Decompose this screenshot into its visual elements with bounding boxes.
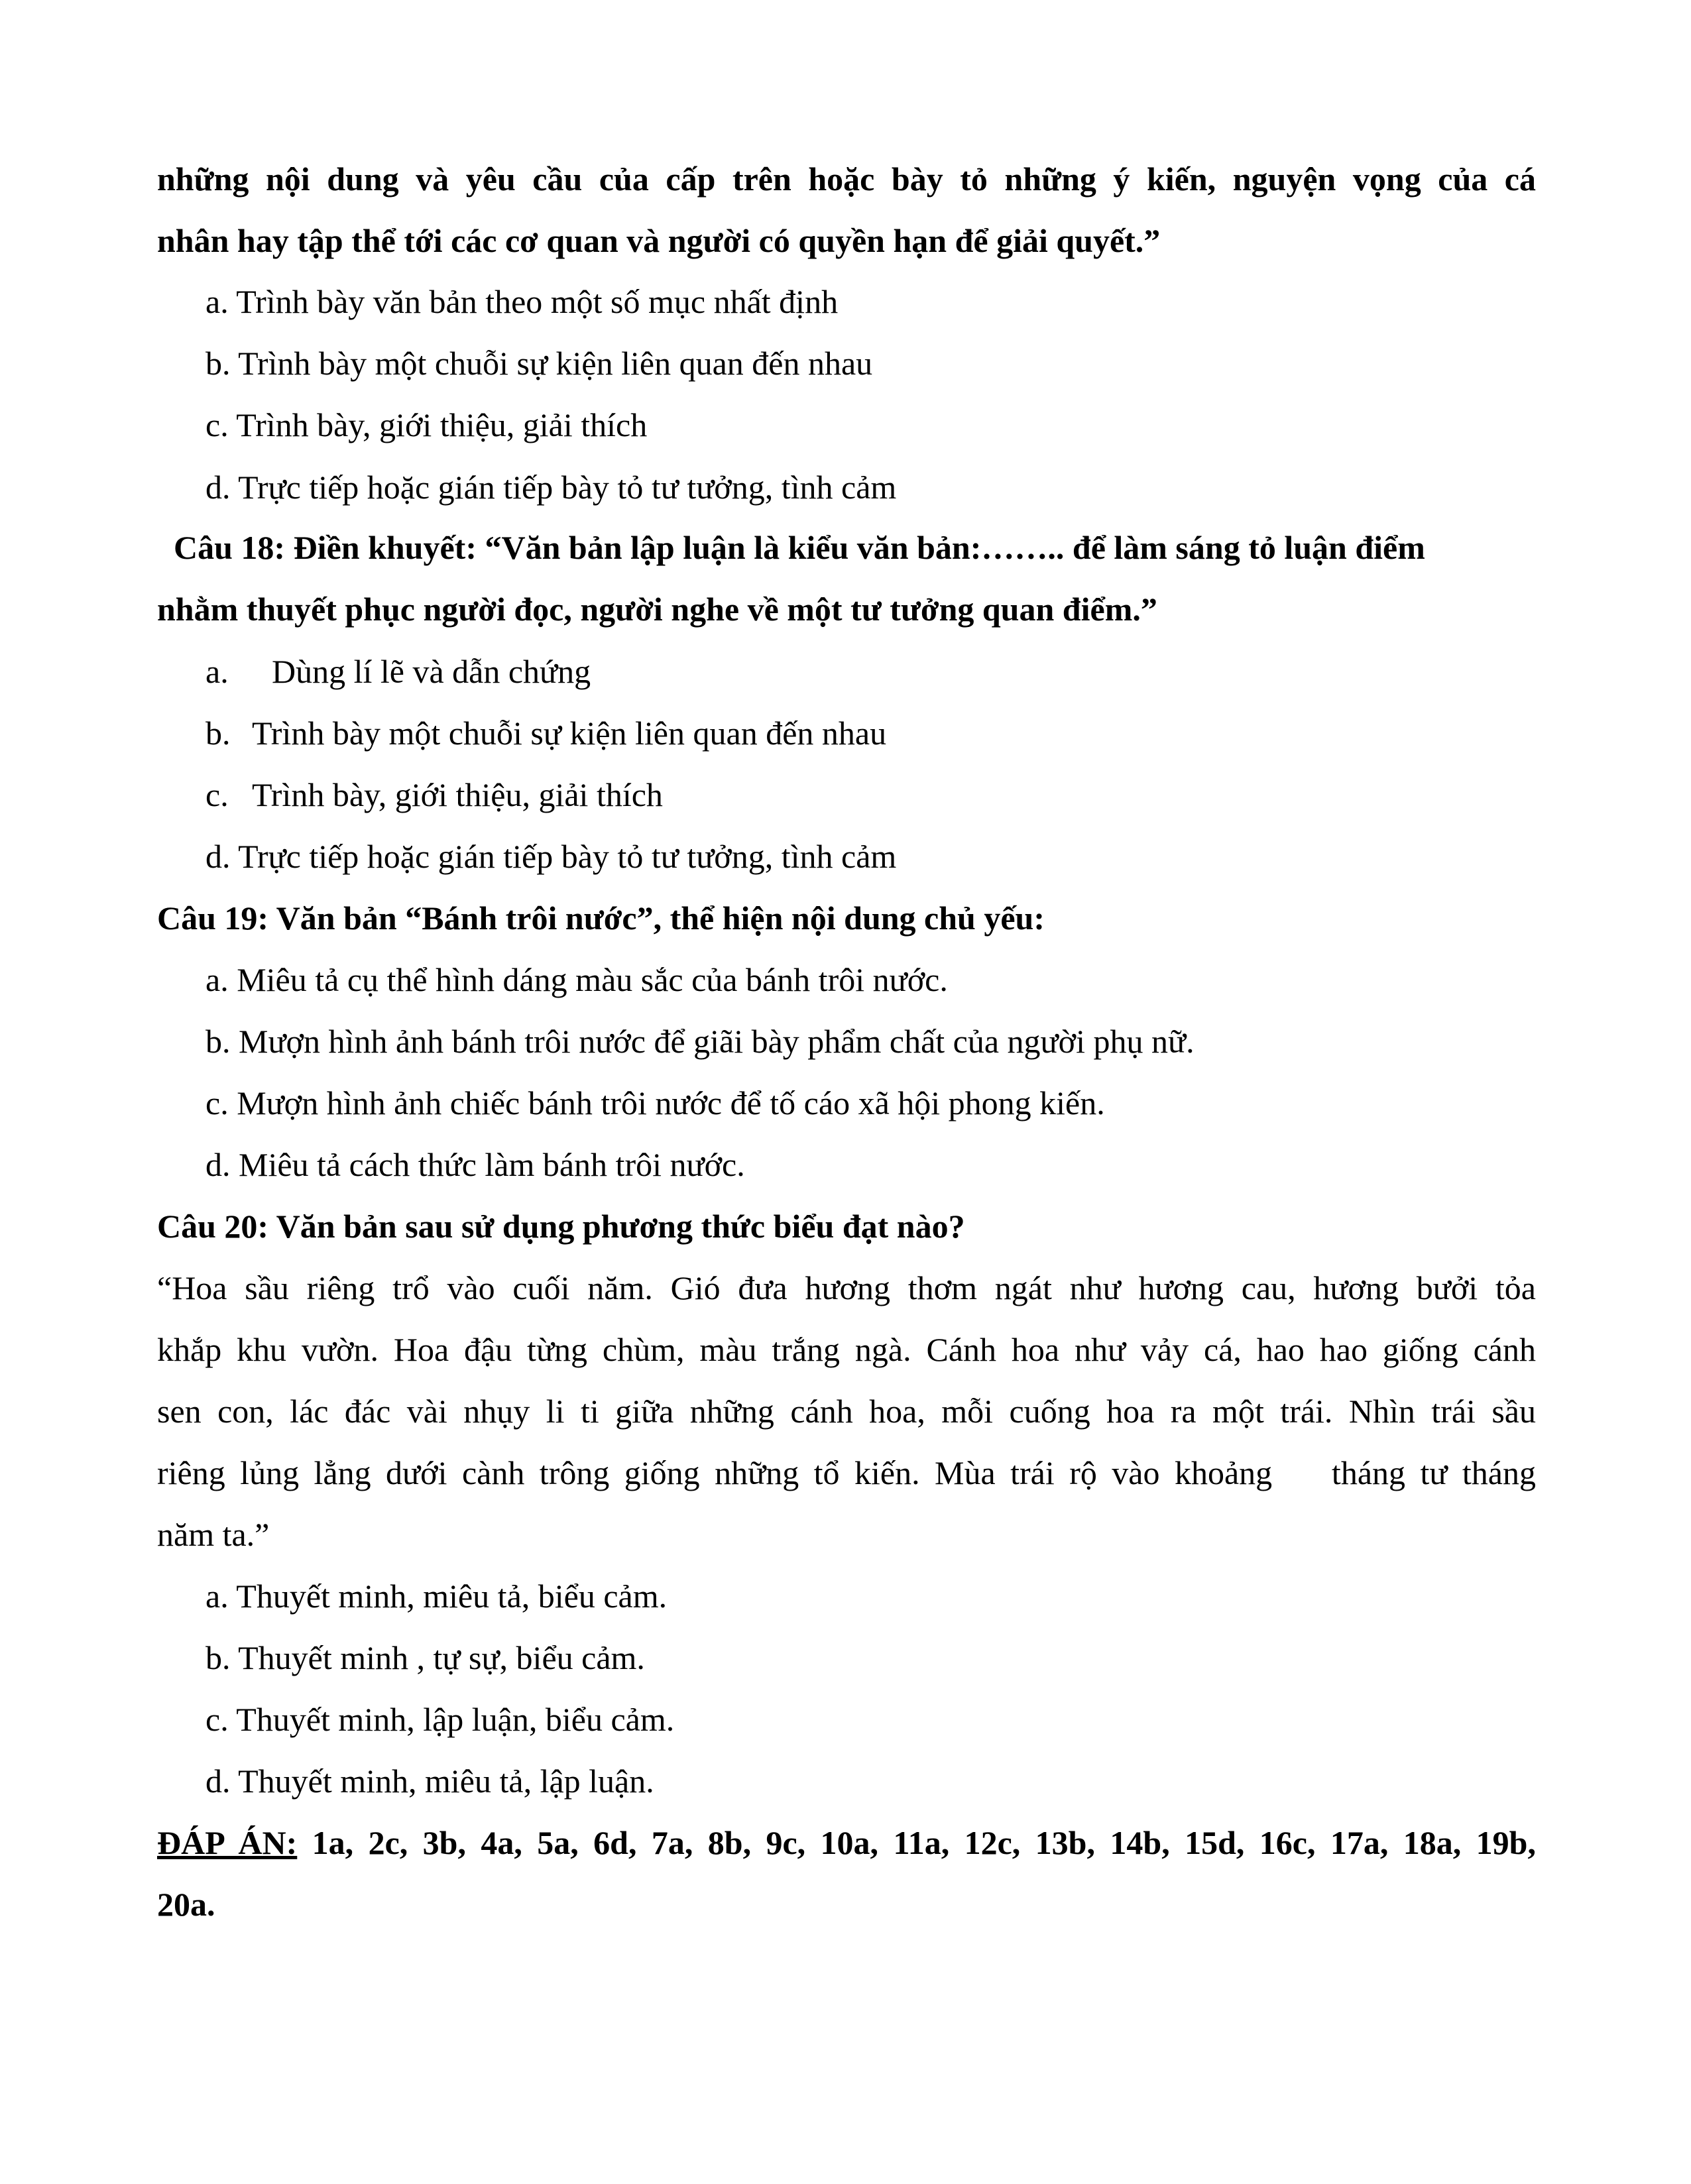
q19-option-b: b. Mượn hình ảnh bánh trôi nước để giãi bày phẩm chất của người phụ nữ. [205,1023,1195,1060]
q20-passage-line-4: riêng lủng lẳng dưới cành trông giống những tổ kiến. Mùa trái rộ vào khoảng tháng tư tháng [157,1454,1536,1491]
q20-title: Câu 20: Văn bản sau sử dụng phương thức biểu đạt nào? [157,1208,965,1245]
answer-key-line-1 [157,1823,1536,1863]
answer-key-line-2: 20a. [157,1886,215,1923]
q20-option-c: c. Thuyết minh, lập luận, biểu cảm. [205,1701,675,1738]
q17-option-a: a. Trình bày văn bản theo một số mục nhất định [205,283,839,320]
q17-option-b: b. Trình bày một chuỗi sự kiện liên quan đến nhau [205,345,873,382]
intro-line-1: những nội dung và yêu cầu của cấp trên hoặc bày tỏ những ý kiến, nguyện vọng của cá [157,160,1536,198]
q19-option-a: a. Miêu tả cụ thể hình dáng màu sắc của bánh trôi nước. [205,961,948,998]
q17-option-c: c. Trình bày, giới thiệu, giải thích [205,406,648,443]
q20-passage-line-1: “Hoa sầu riêng trổ vào cuối năm. Gió đưa hương thơm ngát như hương cau, hương bưởi tỏa [157,1269,1536,1306]
q20-passage-line-5: năm ta.” [157,1516,270,1553]
answer-key-label: ĐÁP ÁN: [157,1824,298,1861]
q19-option-d: d. Miêu tả cách thức làm bánh trôi nước. [205,1146,745,1183]
intro-line-2: nhân hay tập thể tới các cơ quan và người có quyền hạn để giải quyết.” [157,222,1161,259]
q18-title-line-1: Câu 18: Điền khuyết: “Văn bản lập luận là kiểu văn bản:…….. để làm sáng tỏ luận điểm [174,529,1425,566]
q18-option-a-text: Dùng lí lẽ và dẫn chứng [272,653,591,690]
q18-option-c-letter: c. [205,776,229,813]
q18-title-line-2: nhằm thuyết phục người đọc, người nghe về một tư tưởng quan điểm.” [157,591,1157,628]
q18-option-d: d. Trực tiếp hoặc gián tiếp bày tỏ tư tưởng, tình cảm [205,838,897,875]
q18-option-b-letter: b. [205,715,231,752]
q19-title: Câu 19: Văn bản “Bánh trôi nước”, thể hiện nội dung chủ yếu: [157,899,1045,937]
q17-option-d: d. Trực tiếp hoặc gián tiếp bày tỏ tư tưởng, tình cảm [205,469,897,506]
answer-key-values: 1a, 2c, 3b, 4a, 5a, 6d, 7a, 8b, 9c, 10a, 11a, 12c, 13b, 14b, 15d, 16c, 17a, 18a, 19b, [312,1824,1536,1861]
q20-passage-line-3: sen con, lác đác vài nhụy li ti giữa những cánh hoa, mỗi cuống hoa ra một trái. Nhìn trái sầu [157,1393,1536,1430]
q20-option-b: b. Thuyết minh , tự sự, biểu cảm. [205,1639,645,1676]
q20-option-d: d. Thuyết minh, miêu tả, lập luận. [205,1762,654,1800]
q18-option-b-text: Trình bày một chuỗi sự kiện liên quan đến nhau [252,715,887,752]
q18-option-a-letter: a. [205,653,229,690]
q19-option-c: c. Mượn hình ảnh chiếc bánh trôi nước để tố cáo xã hội phong kiến. [205,1084,1105,1121]
q20-passage-line-2: khắp khu vườn. Hoa đậu từng chùm, màu trắng ngà. Cánh hoa như vảy cá, hao hao giống cánh [157,1331,1536,1368]
q20-option-a: a. Thuyết minh, miêu tả, biểu cảm. [205,1578,668,1615]
q18-option-c-text: Trình bày, giới thiệu, giải thích [252,776,663,813]
